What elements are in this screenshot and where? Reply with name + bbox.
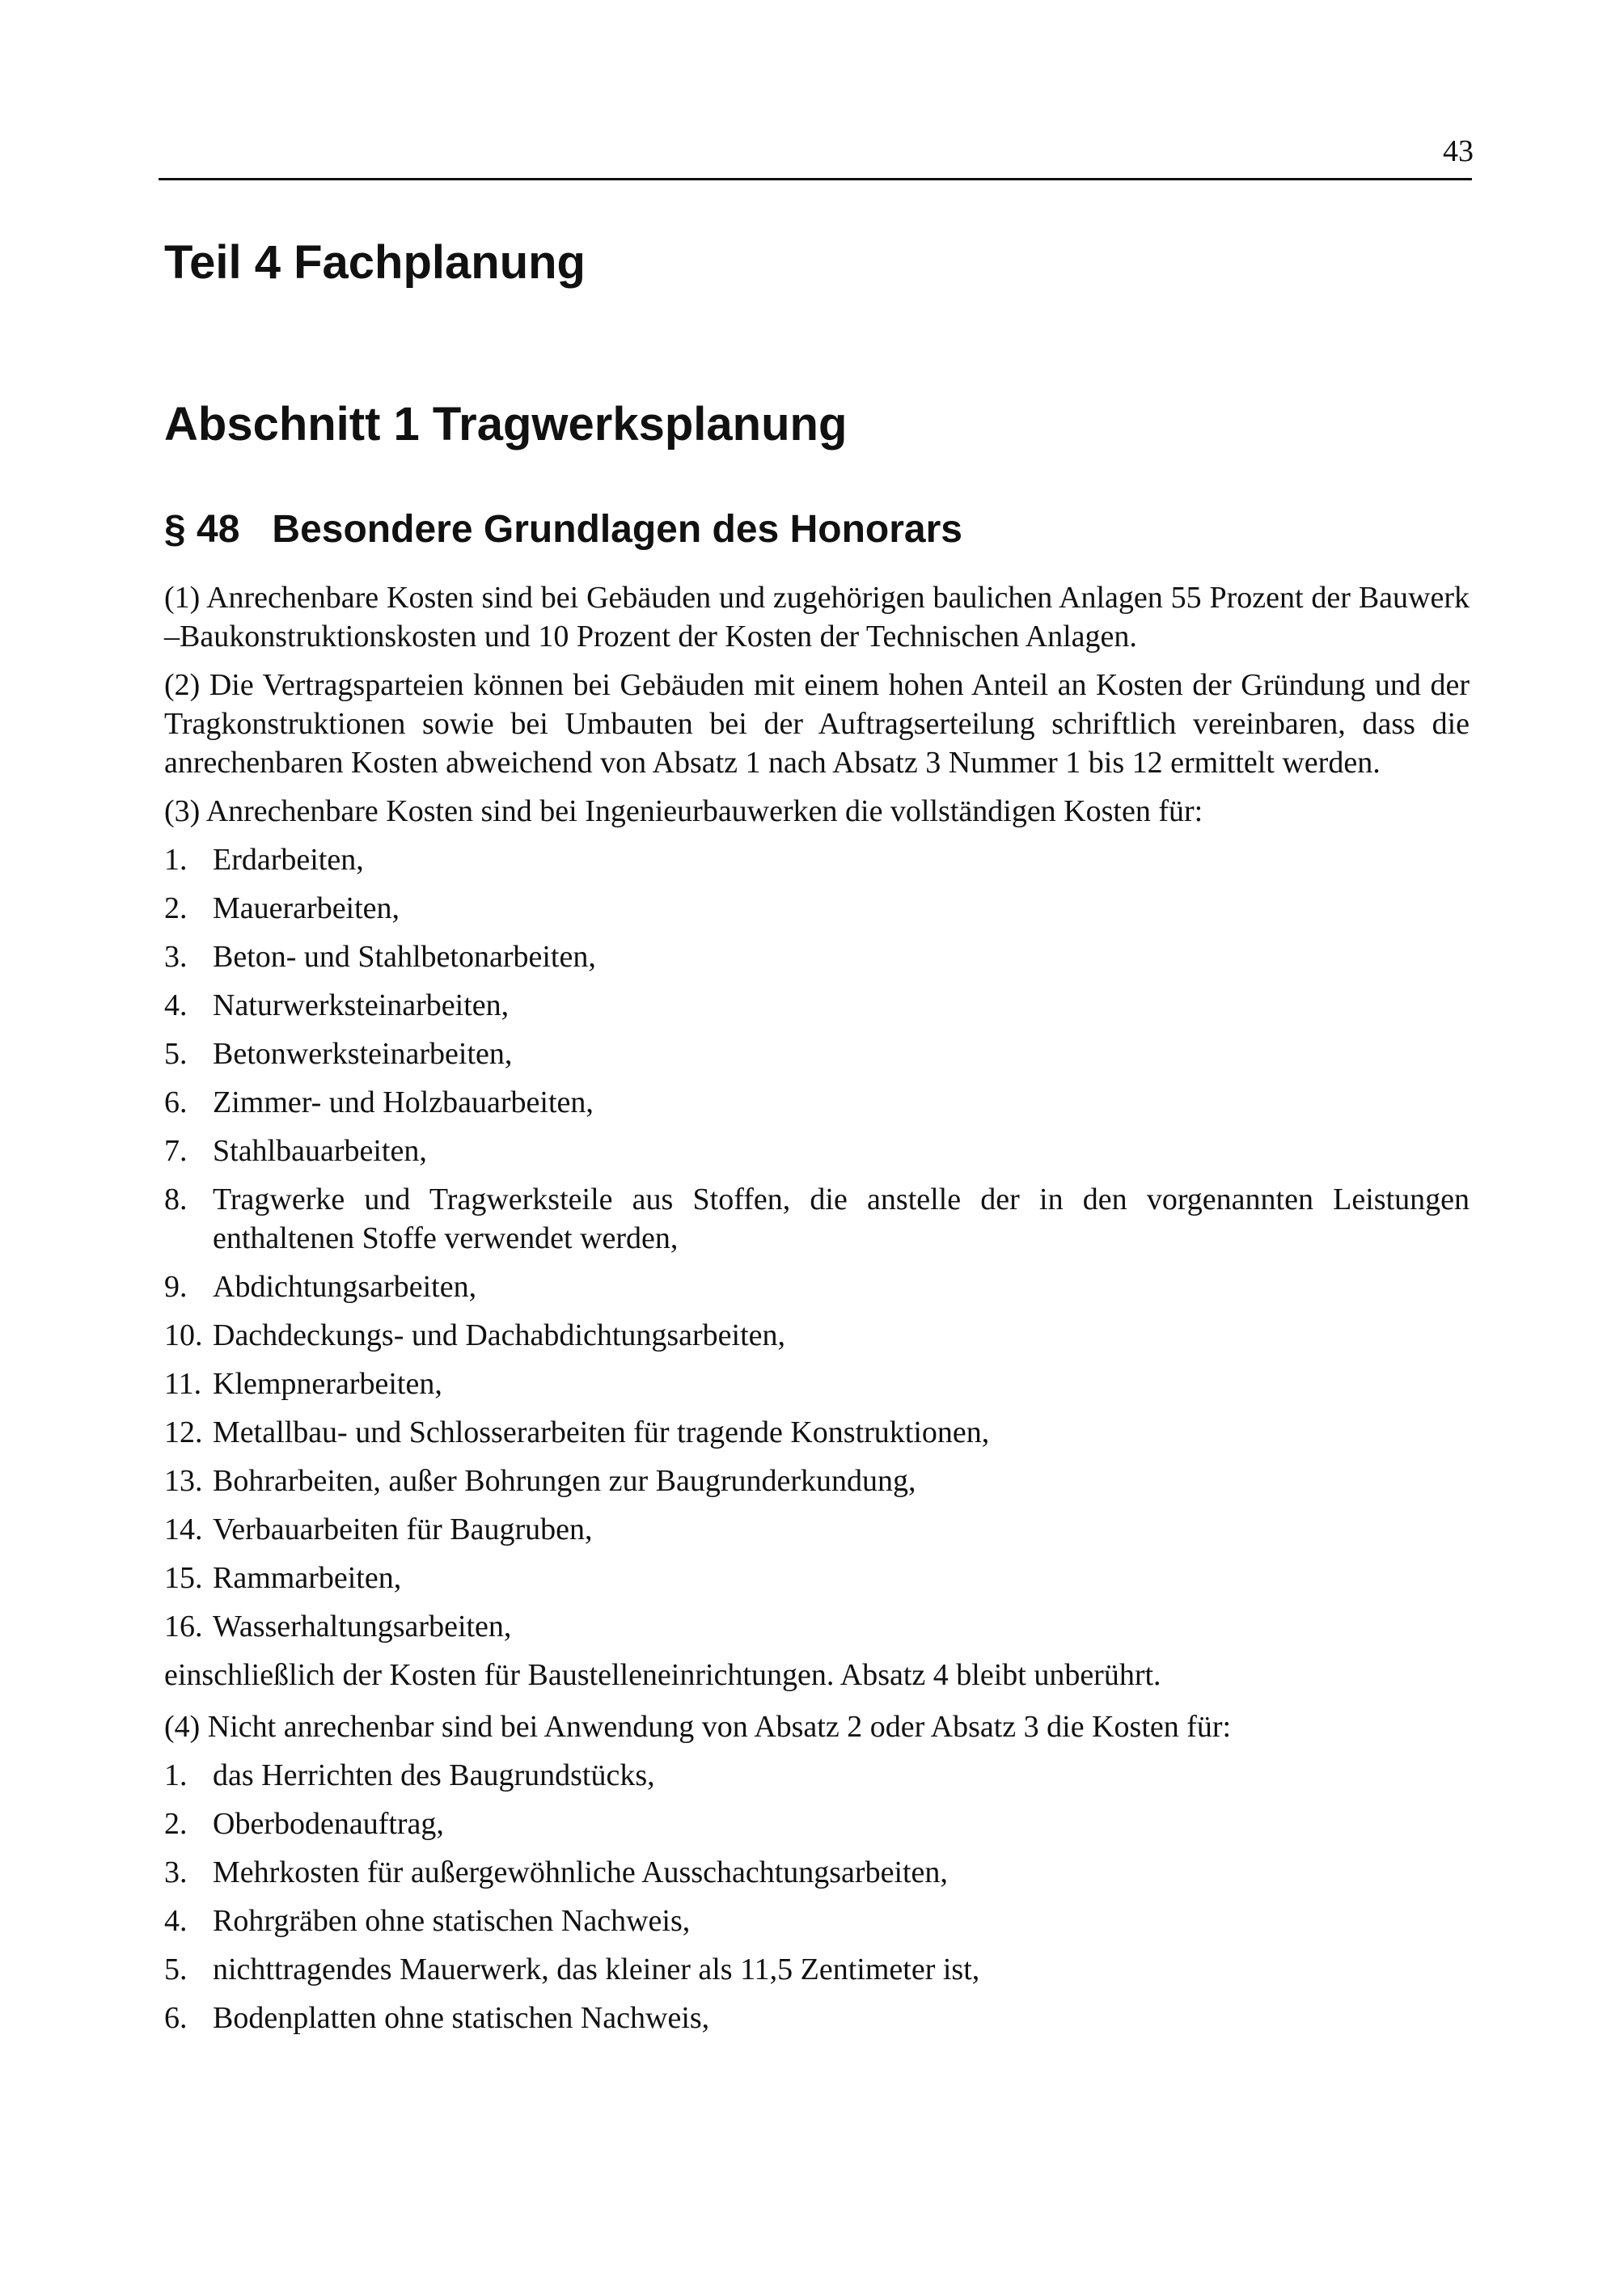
list-item <box>164 1902 1470 1940</box>
list-item <box>164 1999 1470 2037</box>
list-item-text: Naturwerksteinarbeiten, <box>213 988 510 1022</box>
list-item <box>164 1413 1470 1452</box>
list-item <box>164 1267 1470 1306</box>
list-item-number: 10. <box>164 1318 203 1352</box>
list-item <box>164 1756 1470 1795</box>
list-subsection-3 <box>164 840 1470 1646</box>
list-item <box>164 1462 1470 1500</box>
list-item <box>164 1607 1470 1646</box>
list-item-number: 8. <box>164 1182 188 1216</box>
list-item-text: das Herrichten des Baugrundstücks, <box>213 1758 655 1792</box>
list-item-number: 5. <box>164 1952 188 1986</box>
list-item <box>164 1950 1470 1989</box>
header-rule <box>159 178 1472 180</box>
list-item-number: 1. <box>164 1758 188 1792</box>
list-item <box>164 1364 1470 1403</box>
list-item-number: 2. <box>164 891 188 925</box>
list-item-number: 11. <box>164 1367 202 1401</box>
list-item <box>164 1316 1470 1355</box>
subsection-2: (2) Die Vertragsparteien können bei Gebäuden mit einem hohen Anteil an Kosten der Gründung und der Tragkonstruktionen sowie bei Umbauten bei der Auftragserteilung schriftlich vereinbaren, dass die anrechenbaren Kosten abweichend von Absatz 1 nach Absatz 3 Nummer 1 bis 12 ermittelt werden. <box>164 668 1470 780</box>
list-item <box>164 889 1470 928</box>
page-number: 43 <box>1443 134 1474 168</box>
list-item <box>164 1083 1470 1122</box>
list-item-number: 7. <box>164 1134 188 1168</box>
list-item-text: Erdarbeiten, <box>213 843 364 877</box>
list-item <box>164 937 1470 976</box>
list-item <box>164 1510 1470 1549</box>
list-item <box>164 1180 1470 1258</box>
list-item-number: 4. <box>164 1904 188 1938</box>
list-item-text: nichttragendes Mauerwerk, das kleiner als 11,5 Zentimeter ist, <box>213 1952 980 1986</box>
paragraph-title: § 48 Besondere Grundlagen des Honorars <box>164 508 962 551</box>
list-item-text: Abdichtungsarbeiten, <box>213 1270 477 1304</box>
list-item <box>164 986 1470 1025</box>
list-item-number: 3. <box>164 940 188 974</box>
list-item-text: Betonwerksteinarbeiten, <box>213 1037 513 1071</box>
list-item-number: 3. <box>164 1855 188 1889</box>
subsection-3-closing: einschließlich der Kosten für Baustelleneinrichtungen. Absatz 4 bleibt unberührt. <box>164 1658 1161 1692</box>
list-item <box>164 1804 1470 1843</box>
part-title: Teil 4 Fachplanung <box>164 236 586 289</box>
list-item-number: 9. <box>164 1270 188 1304</box>
paragraph-body <box>164 578 1470 2037</box>
list-item-text: Wasserhaltungsarbeiten, <box>213 1610 512 1644</box>
list-item-number: 4. <box>164 988 188 1022</box>
list-item-text: Zimmer- und Holzbauarbeiten, <box>213 1085 594 1119</box>
list-item <box>164 1132 1470 1170</box>
list-item-text: Bohrarbeiten, außer Bohrungen zur Baugrunderkundung, <box>213 1464 916 1498</box>
list-subsection-4 <box>164 1756 1470 2037</box>
list-item-number: 14. <box>164 1512 203 1546</box>
list-item-text: Beton- und Stahlbetonarbeiten, <box>213 940 596 974</box>
list-item-text: Rohrgräben ohne statischen Nachweis, <box>213 1904 691 1938</box>
page-content <box>164 226 1470 2047</box>
list-item <box>164 1559 1470 1597</box>
list-item-text: Mauerarbeiten, <box>213 891 400 925</box>
list-item-number: 6. <box>164 1085 188 1119</box>
list-item-text: Dachdeckungs- und Dachabdichtungsarbeiten, <box>213 1318 786 1352</box>
subsection-3-intro: (3) Anrechenbare Kosten sind bei Ingenieurbauwerken die vollständigen Kosten für: <box>164 794 1203 828</box>
list-item-text: Rammarbeiten, <box>213 1561 402 1595</box>
list-item-text: Mehrkosten für außergewöhnliche Ausschachtungsarbeiten, <box>213 1855 948 1889</box>
list-item-text: Tragwerke und Tragwerksteile aus Stoffen, die anstelle der in den vorgenannten Leistungen enthaltenen Stoffe verwendet werden, <box>213 1182 1470 1255</box>
list-item-number: 2. <box>164 1807 188 1841</box>
list-item-text: Klempnerarbeiten, <box>213 1367 442 1401</box>
subsection-4-intro: (4) Nicht anrechenbar sind bei Anwendung von Absatz 2 oder Absatz 3 die Kosten für: <box>164 1710 1232 1744</box>
list-item-number: 5. <box>164 1037 188 1071</box>
list-item-text: Verbauarbeiten für Baugruben, <box>213 1512 593 1546</box>
section-title: Abschnitt 1 Tragwerksplanung <box>164 398 848 451</box>
list-item-number: 13. <box>164 1464 203 1498</box>
list-item-number: 1. <box>164 843 188 877</box>
subsection-1: (1) Anrechenbare Kosten sind bei Gebäuden und zugehörigen baulichen Anlagen 55 Prozent der Bauwerk –Baukonstruktionskosten und 10 Prozent der Kosten der Technischen Anlagen. <box>164 581 1470 654</box>
list-item-number: 6. <box>164 2001 188 2035</box>
list-item-text: Stahlbauarbeiten, <box>213 1134 427 1168</box>
list-item-number: 12. <box>164 1415 203 1449</box>
list-item-text: Metallbau- und Schlosserarbeiten für tragende Konstruktionen, <box>213 1415 990 1449</box>
list-item <box>164 840 1470 879</box>
list-item-text: Oberbodenauftrag, <box>213 1807 444 1841</box>
list-item <box>164 1034 1470 1073</box>
list-item <box>164 1853 1470 1892</box>
list-item-number: 16. <box>164 1610 203 1644</box>
list-item-number: 15. <box>164 1561 203 1595</box>
list-item-text: Bodenplatten ohne statischen Nachweis, <box>213 2001 710 2035</box>
